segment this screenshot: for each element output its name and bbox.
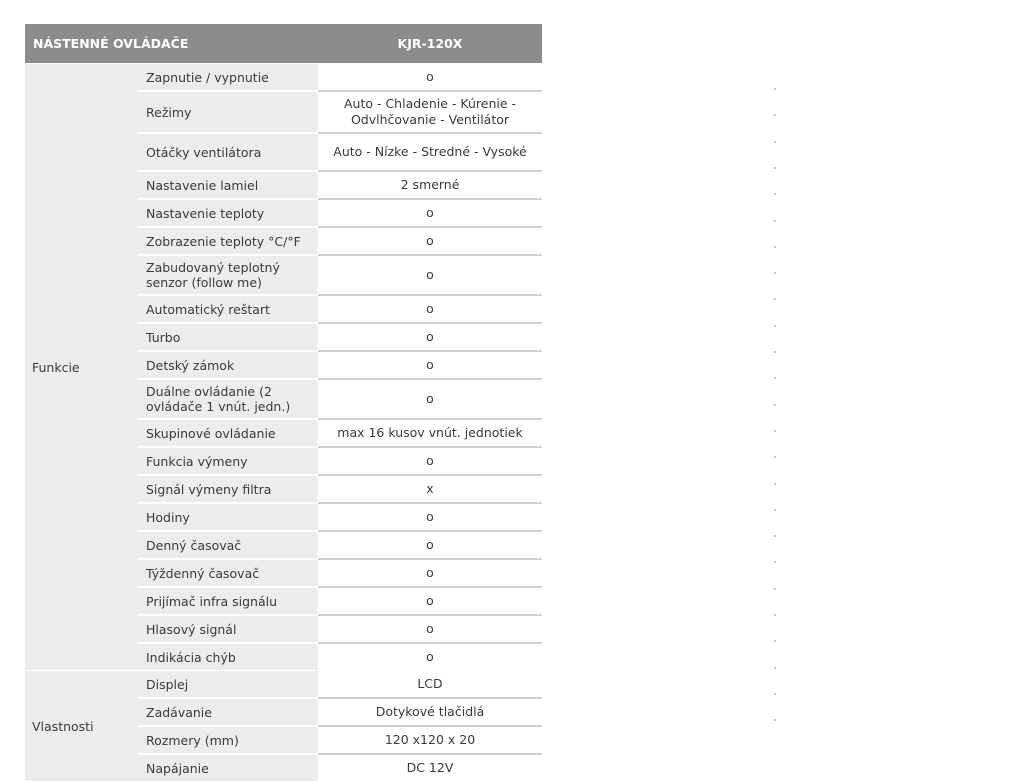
spec-table <box>25 24 542 781</box>
table-row <box>138 616 542 644</box>
table-row <box>138 228 542 256</box>
feature-label: Signál výmeny filtra <box>138 476 318 504</box>
feature-label: Skupinové ovládanie <box>138 420 318 448</box>
feature-value: LCD <box>318 671 542 697</box>
dot <box>774 141 776 143</box>
feature-label: Rozmery (mm) <box>138 727 318 755</box>
dot <box>774 614 776 616</box>
table-row <box>138 134 542 172</box>
feature-label: Duálne ovládanie (2 ovládače 1 vnút. jedn.) <box>138 380 318 420</box>
feature-value: o <box>318 228 542 254</box>
feature-label: Detský zámok <box>138 352 318 380</box>
dot <box>774 561 776 563</box>
feature-value: o <box>318 256 542 294</box>
feature-label: Napájanie <box>138 755 318 783</box>
feature-label: Funkcia výmeny <box>138 448 318 476</box>
feature-value: DC 12V <box>318 755 542 781</box>
feature-label: Prijímač infra signálu <box>138 588 318 616</box>
dot <box>774 220 776 222</box>
feature-label: Hodiny <box>138 504 318 532</box>
dot <box>774 430 776 432</box>
feature-label: Zobrazenie teploty °C/°F <box>138 228 318 256</box>
table-row <box>138 476 542 504</box>
feature-value: o <box>318 560 542 586</box>
group-rows <box>138 671 542 781</box>
table-row <box>138 755 542 781</box>
feature-value: 2 smerné <box>318 172 542 198</box>
feature-value: o <box>318 532 542 558</box>
table-row <box>138 504 542 532</box>
feature-label: Denný časovač <box>138 532 318 560</box>
table-body <box>25 63 542 781</box>
group-label: Vlastnosti <box>25 671 138 781</box>
feature-value: o <box>318 324 542 350</box>
feature-label: Otáčky ventilátora <box>138 134 318 172</box>
table-row <box>138 200 542 228</box>
dot <box>774 693 776 695</box>
feature-label: Režimy <box>138 92 318 134</box>
table-row <box>138 420 542 448</box>
feature-label: Zabudovaný teplotný senzor (follow me) <box>138 256 318 296</box>
feature-label: Zadávanie <box>138 699 318 727</box>
feature-label: Týždenný časovač <box>138 560 318 588</box>
dot <box>774 246 776 248</box>
feature-value: Auto - Chladenie - Kúrenie - Odvlhčovanie - Ventilátor <box>318 92 542 132</box>
feature-value: o <box>318 352 542 378</box>
feature-label: Displej <box>138 671 318 699</box>
table-row <box>138 92 542 134</box>
table-row <box>138 448 542 476</box>
dot <box>774 509 776 511</box>
feature-value: x <box>318 476 542 502</box>
dot <box>774 377 776 379</box>
table-row <box>138 256 542 296</box>
dot <box>774 456 776 458</box>
dot <box>774 640 776 642</box>
dot <box>774 667 776 669</box>
feature-label: Automatický reštart <box>138 296 318 324</box>
feature-label: Turbo <box>138 324 318 352</box>
dot <box>774 298 776 300</box>
dot <box>774 588 776 590</box>
table-row <box>138 380 542 420</box>
feature-value: o <box>318 448 542 474</box>
table-row <box>138 727 542 755</box>
dot <box>774 535 776 537</box>
feature-value: o <box>318 504 542 530</box>
header-model: KJR-120X <box>397 36 463 51</box>
table-row <box>138 699 542 727</box>
feature-value: o <box>318 64 542 90</box>
dot <box>774 483 776 485</box>
group-rows <box>138 64 542 670</box>
table-row <box>138 588 542 616</box>
feature-value: o <box>318 588 542 614</box>
feature-value: o <box>318 380 542 418</box>
table-row <box>138 324 542 352</box>
feature-value: o <box>318 616 542 642</box>
feature-value: Dotykové tlačidlá <box>318 699 542 725</box>
dot <box>774 114 776 116</box>
feature-value: o <box>318 200 542 226</box>
dot <box>774 193 776 195</box>
dot <box>774 404 776 406</box>
table-row <box>138 671 542 699</box>
feature-value: 120 x120 x 20 <box>318 727 542 753</box>
feature-value: o <box>318 296 542 322</box>
dot <box>774 167 776 169</box>
feature-label: Nastavenie lamiel <box>138 172 318 200</box>
dot <box>774 88 776 90</box>
table-row <box>138 296 542 324</box>
dot <box>774 325 776 327</box>
group-0 <box>25 63 542 670</box>
feature-label: Hlasový signál <box>138 616 318 644</box>
header-title: NÁSTENNÉ OVLÁDAČE <box>33 36 189 51</box>
table-row <box>138 352 542 380</box>
feature-label: Indikácia chýb <box>138 644 318 672</box>
table-row <box>138 560 542 588</box>
feature-value: o <box>318 644 542 670</box>
feature-label: Nastavenie teploty <box>138 200 318 228</box>
dot <box>774 351 776 353</box>
feature-label: Zapnutie / vypnutie <box>138 64 318 92</box>
group-1 <box>25 670 542 781</box>
dot <box>774 272 776 274</box>
dot <box>774 719 776 721</box>
table-row <box>138 644 542 670</box>
table-row <box>138 172 542 200</box>
table-row <box>138 532 542 560</box>
feature-value: Auto - Nízke - Stredné - Vysoké <box>318 134 542 170</box>
table-row <box>138 64 542 92</box>
table-header <box>25 24 542 63</box>
feature-value: max 16 kusov vnút. jednotiek <box>318 420 542 446</box>
group-label: Funkcie <box>25 64 138 670</box>
